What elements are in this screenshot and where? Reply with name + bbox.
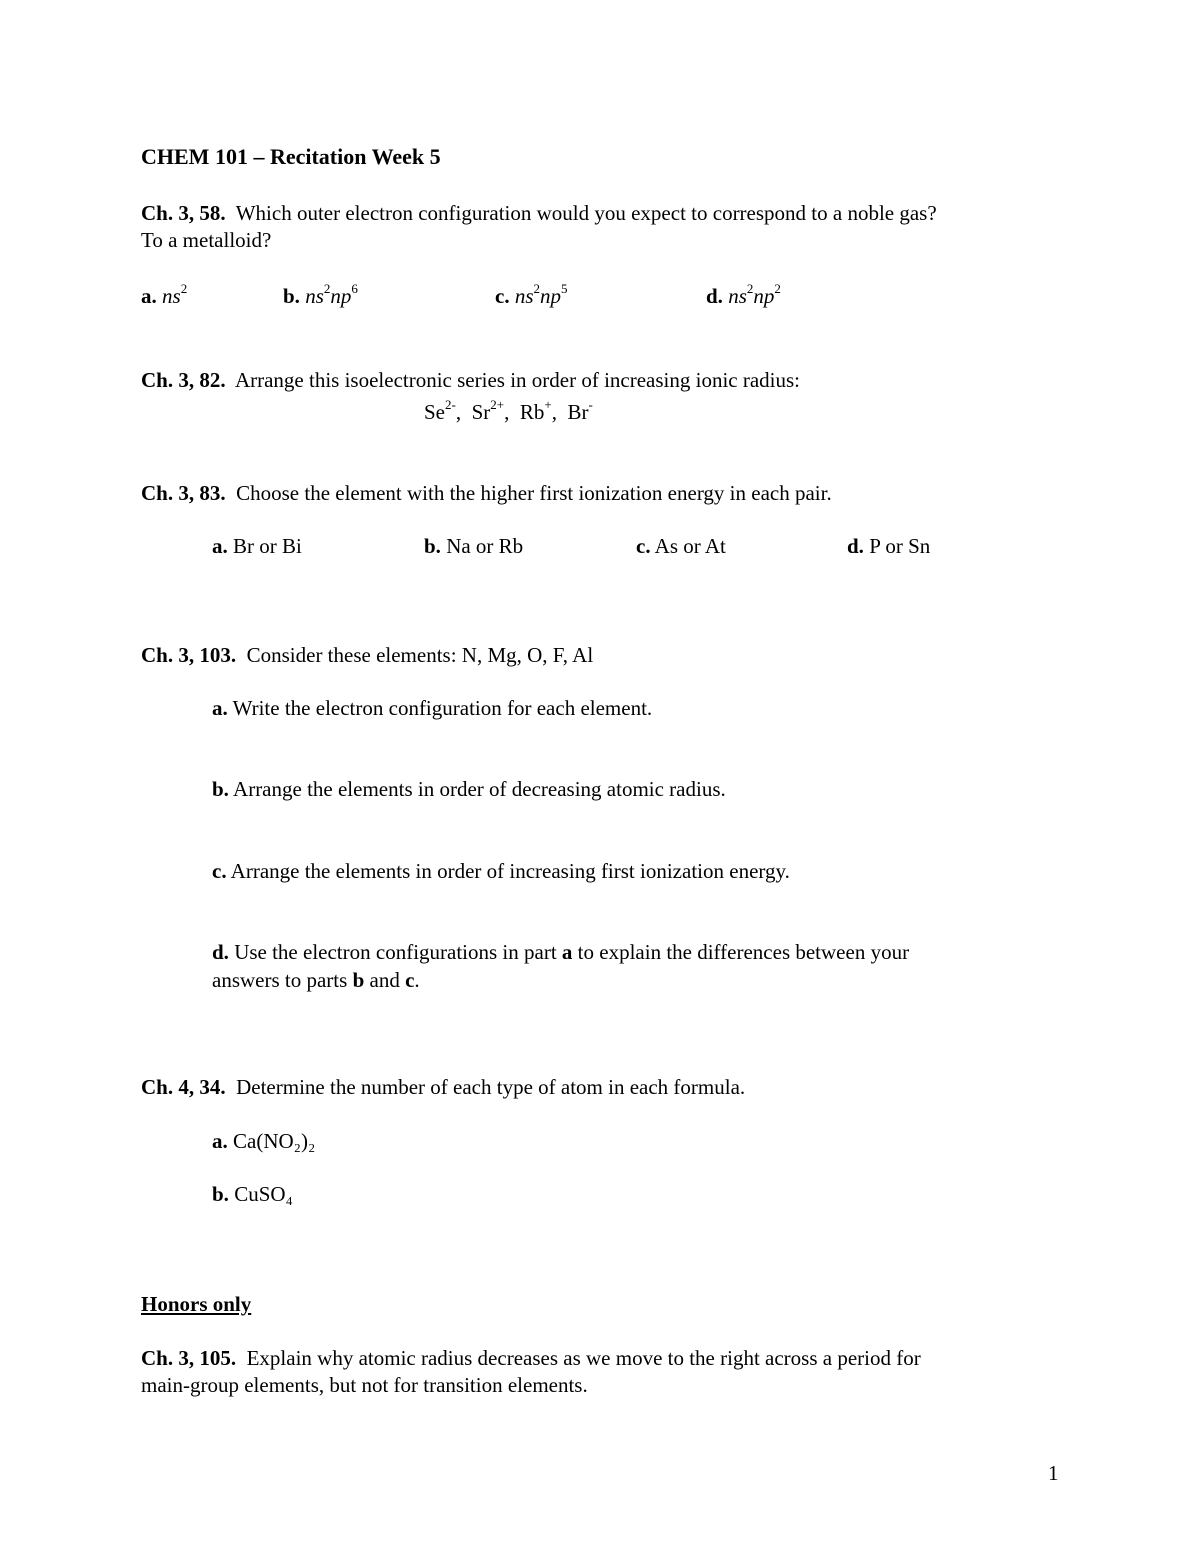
option-b: b. $ns^2np^6$: [283, 281, 358, 308]
question-label: Ch. 3, 83.: [141, 481, 226, 505]
option-b: b. Na or Rb: [424, 534, 524, 558]
option-d: d. $ns^2np^2$: [706, 281, 781, 308]
option-c: c. $ns^2np^5$: [495, 281, 568, 308]
part-d: d. Use the electron configurations in part a to explain the differences between your: [212, 940, 910, 964]
question-text: Choose the element with the higher first ionization energy in each pair.: [236, 481, 832, 505]
question-105-line2: main-group elements, but not for transition elements.: [141, 1373, 588, 1397]
question-label: Ch. 3, 105.: [141, 1346, 237, 1370]
page-title: CHEM 101 – Recitation Week 5: [141, 144, 441, 169]
question-label: Ch. 3, 82.: [141, 368, 226, 392]
question-text: Arrange this isoelectronic series in order of increasing ionic radius:: [234, 368, 801, 392]
question-58-line2: To a metalloid?: [141, 228, 272, 252]
part-c: c. Arrange the elements in order of increasing first ionization energy.: [212, 859, 790, 883]
part-d-line2: answers to parts b and c.: [212, 968, 420, 992]
part-a: a. Ca(NO₂)₂: [212, 1129, 316, 1153]
part-b: b. Arrange the elements in order of decreasing atomic radius.: [212, 777, 726, 801]
question-58: [141, 199, 937, 227]
page-number: 1: [1048, 1461, 1059, 1485]
option-a: a. $ns^2$: [141, 281, 188, 308]
question-text: Determine the number of each type of atom in each formula.: [236, 1075, 746, 1099]
question-text: Which outer electron configuration would you expect to correspond to a noble gas?: [235, 201, 937, 225]
question-82: [141, 366, 800, 394]
question-label: Ch. 3, 58.: [141, 201, 226, 225]
honors-heading: Honors only: [141, 1292, 252, 1316]
part-b: b. CuSO₄: [212, 1182, 293, 1206]
option-a: a. Br or Bi: [212, 534, 302, 558]
ion-series: $Se^{2-}$, $Sr^{2+}$, Rb+, Br-: [424, 397, 593, 424]
part-a: a. Write the electron configuration for each element.: [212, 696, 653, 720]
question-34: [141, 1073, 745, 1101]
question-103: [141, 641, 593, 669]
option-d: d. P or Sn: [847, 534, 931, 558]
question-text: Consider these elements: N, Mg, O, F, Al: [246, 643, 594, 667]
option-c: c. As or At: [636, 534, 726, 558]
question-text: Explain why atomic radius decreases as we move to the right across a period for: [246, 1346, 921, 1370]
question-label: Ch. 4, 34.: [141, 1075, 226, 1099]
question-105: [141, 1344, 921, 1372]
question-83: [141, 479, 832, 507]
question-label: Ch. 3, 103.: [141, 643, 237, 667]
